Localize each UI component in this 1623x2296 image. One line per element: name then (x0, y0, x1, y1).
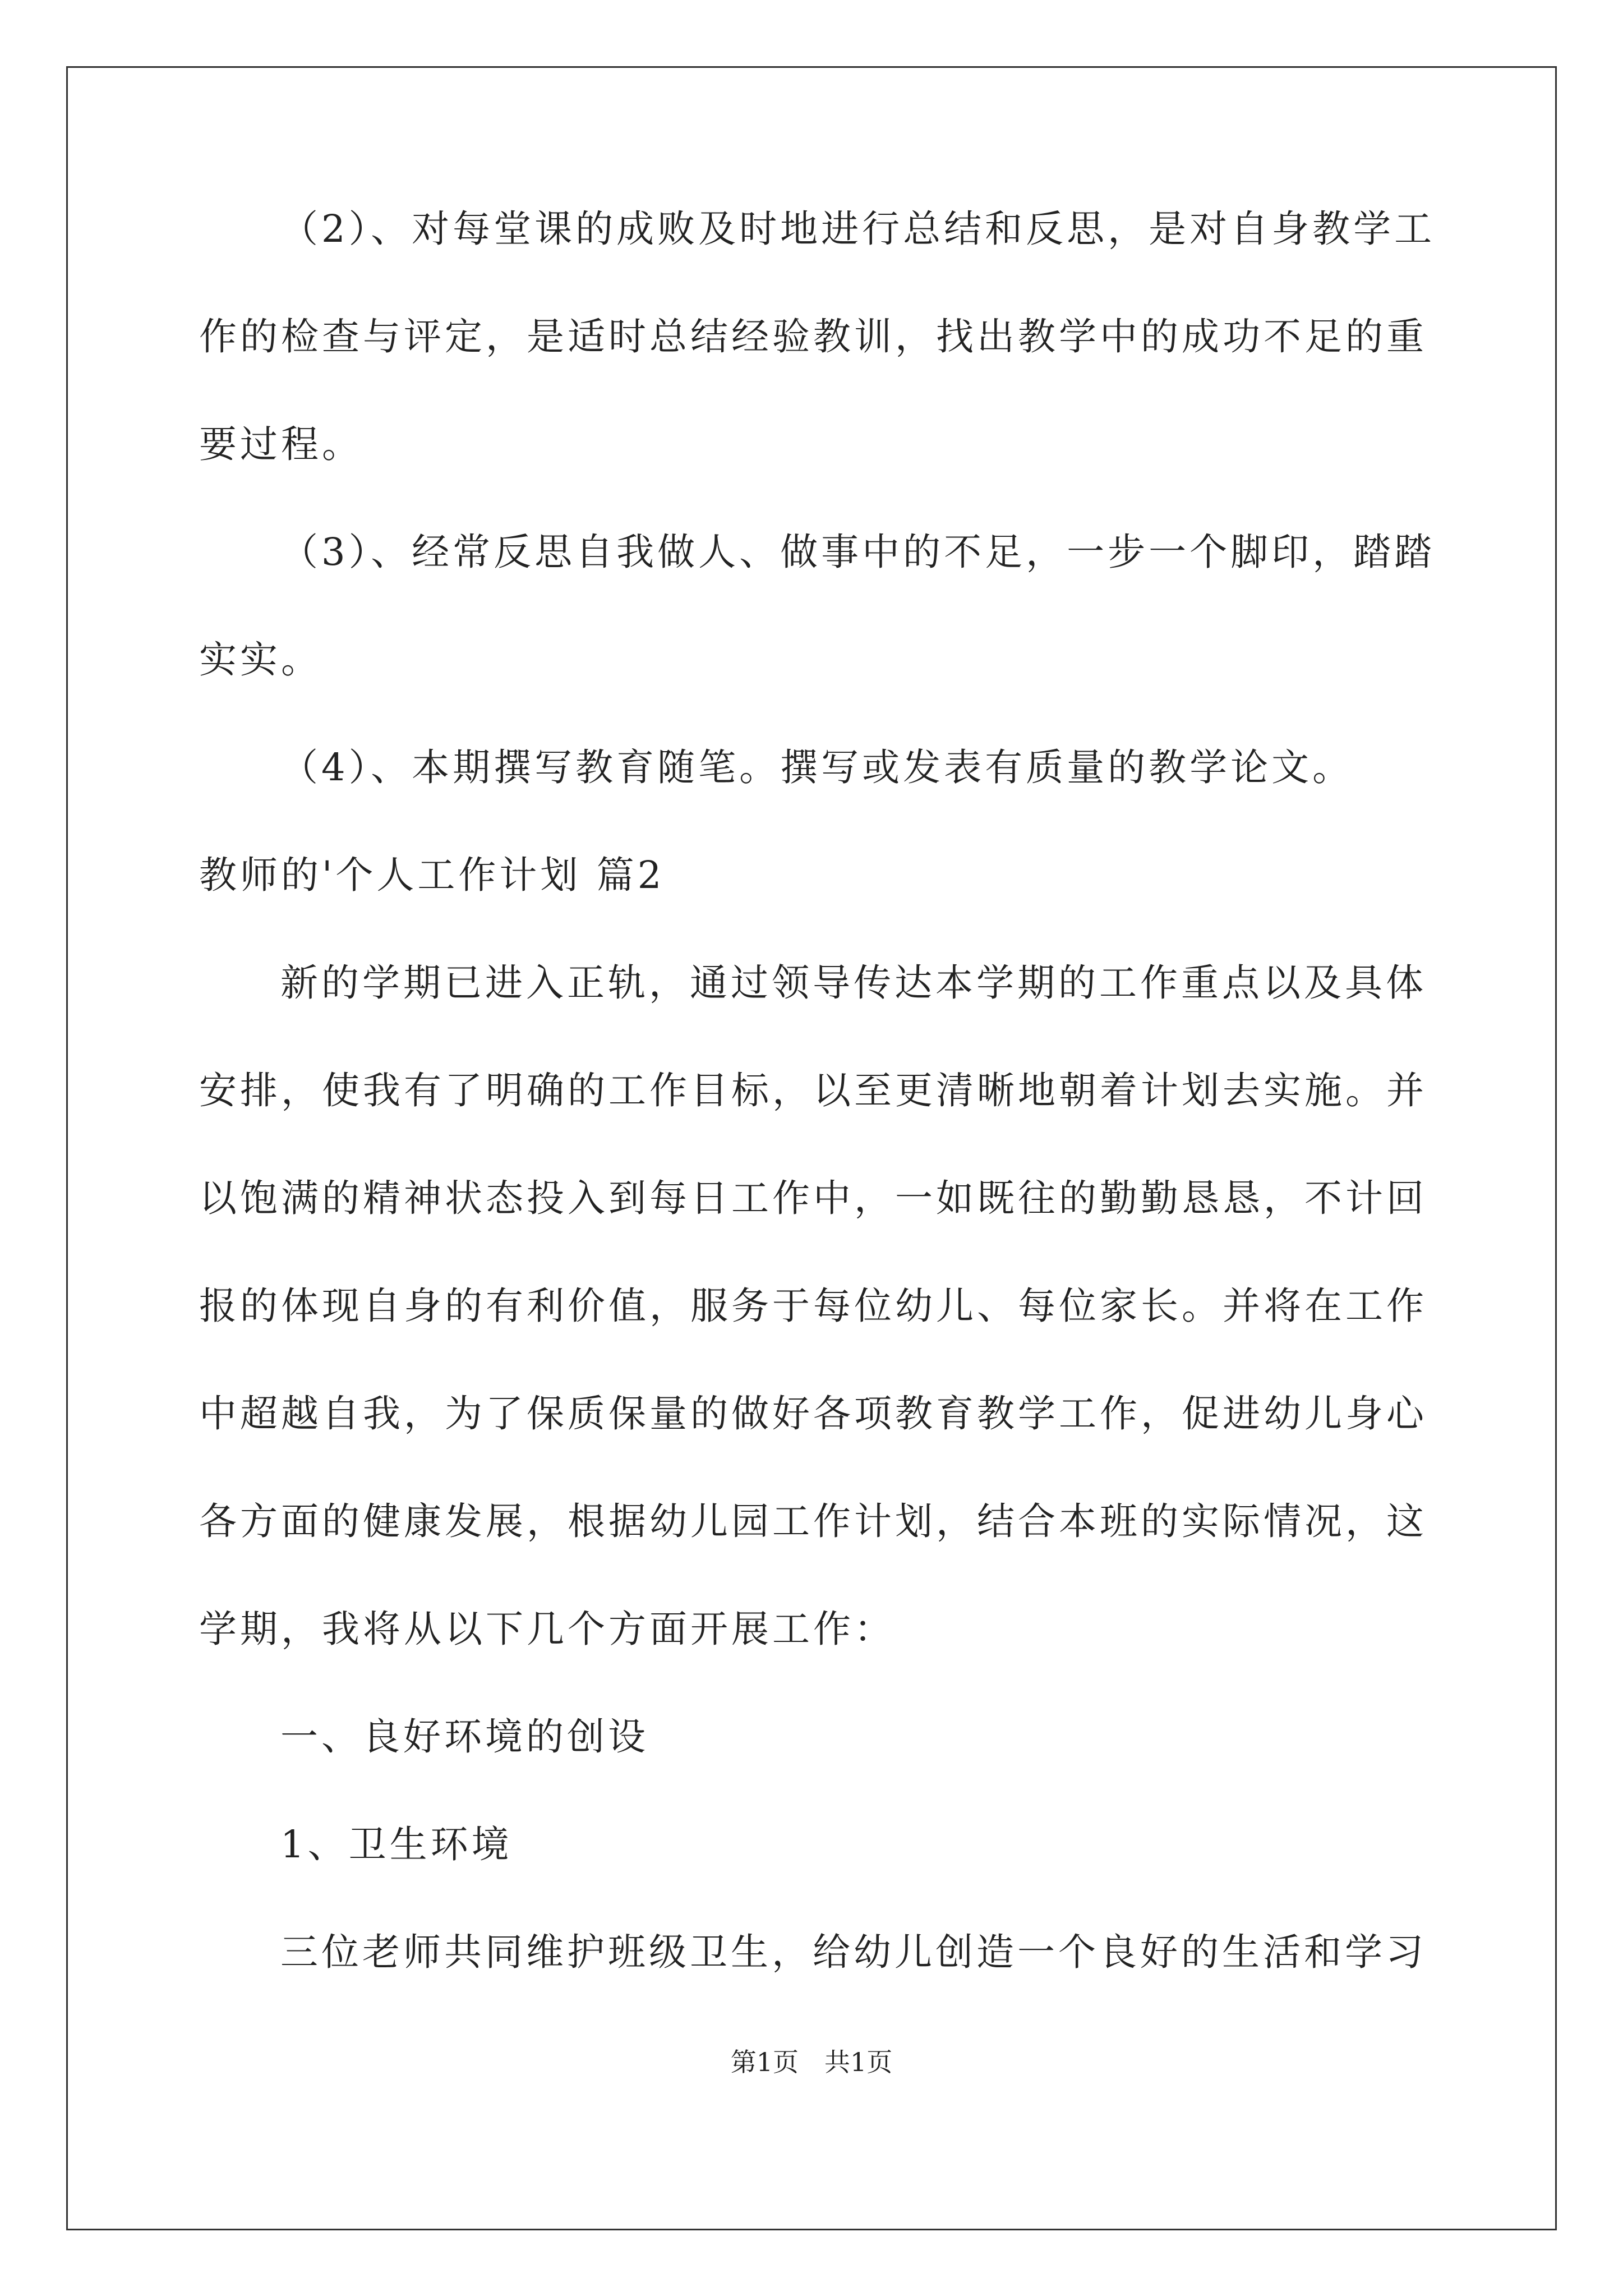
section-heading: 教师的'个人工作计划 篇2 (199, 853, 665, 897)
paragraph-line: 新的学期已进入正轨，通过领导传达本学期的工作重点以及具体 (280, 961, 1427, 1005)
paragraph-line: 三位老师共同维护班级卫生，给幼儿创造一个良好的生活和学习 (280, 1930, 1427, 1974)
paragraph-line: 以饱满的精神状态投入到每日工作中，一如既往的勤勤恳恳，不计回 (199, 1176, 1427, 1220)
paragraph-line: （4）、本期撰写教育随笔。撰写或发表有质量的教学论文。 (280, 746, 1354, 789)
paragraph-line: 安排，使我有了明确的工作目标，以至更清晰地朝着计划去实施。并 (199, 1069, 1427, 1112)
paragraph-line: 要过程。 (199, 422, 363, 466)
page-number: 第1页 共1页 (730, 2047, 893, 2077)
subheading: 一、良好环境的创设 (280, 1715, 649, 1759)
document-body (199, 202, 1436, 1979)
paragraph-line: 中超越自我，为了保质保量的做好各项教育教学工作，促进幼儿身心 (199, 1392, 1427, 1435)
paragraph-line: 实实。 (199, 638, 322, 682)
paragraph-line: 作的检查与评定，是适时总结经验教训，找出教学中的成功不足的重 (199, 315, 1427, 358)
paragraph-line: （3）、经常反思自我做人、做事中的不足，一步一个脚印，踏踏 (280, 530, 1436, 574)
subheading: 1、卫生环境 (280, 1823, 513, 1866)
paragraph-line: 学期，我将从以下几个方面开展工作： (199, 1607, 895, 1651)
paragraph-line: （2）、对每堂课的成败及时地进行总结和反思，是对自身教学工 (280, 207, 1436, 251)
paragraph-line: 各方面的健康发展，根据幼儿园工作计划，结合本班的实际情况，这 (199, 1499, 1427, 1543)
paragraph-line: 报的体现自身的有利价值，服务于每位幼儿、每位家长。并将在工作 (199, 1284, 1427, 1328)
